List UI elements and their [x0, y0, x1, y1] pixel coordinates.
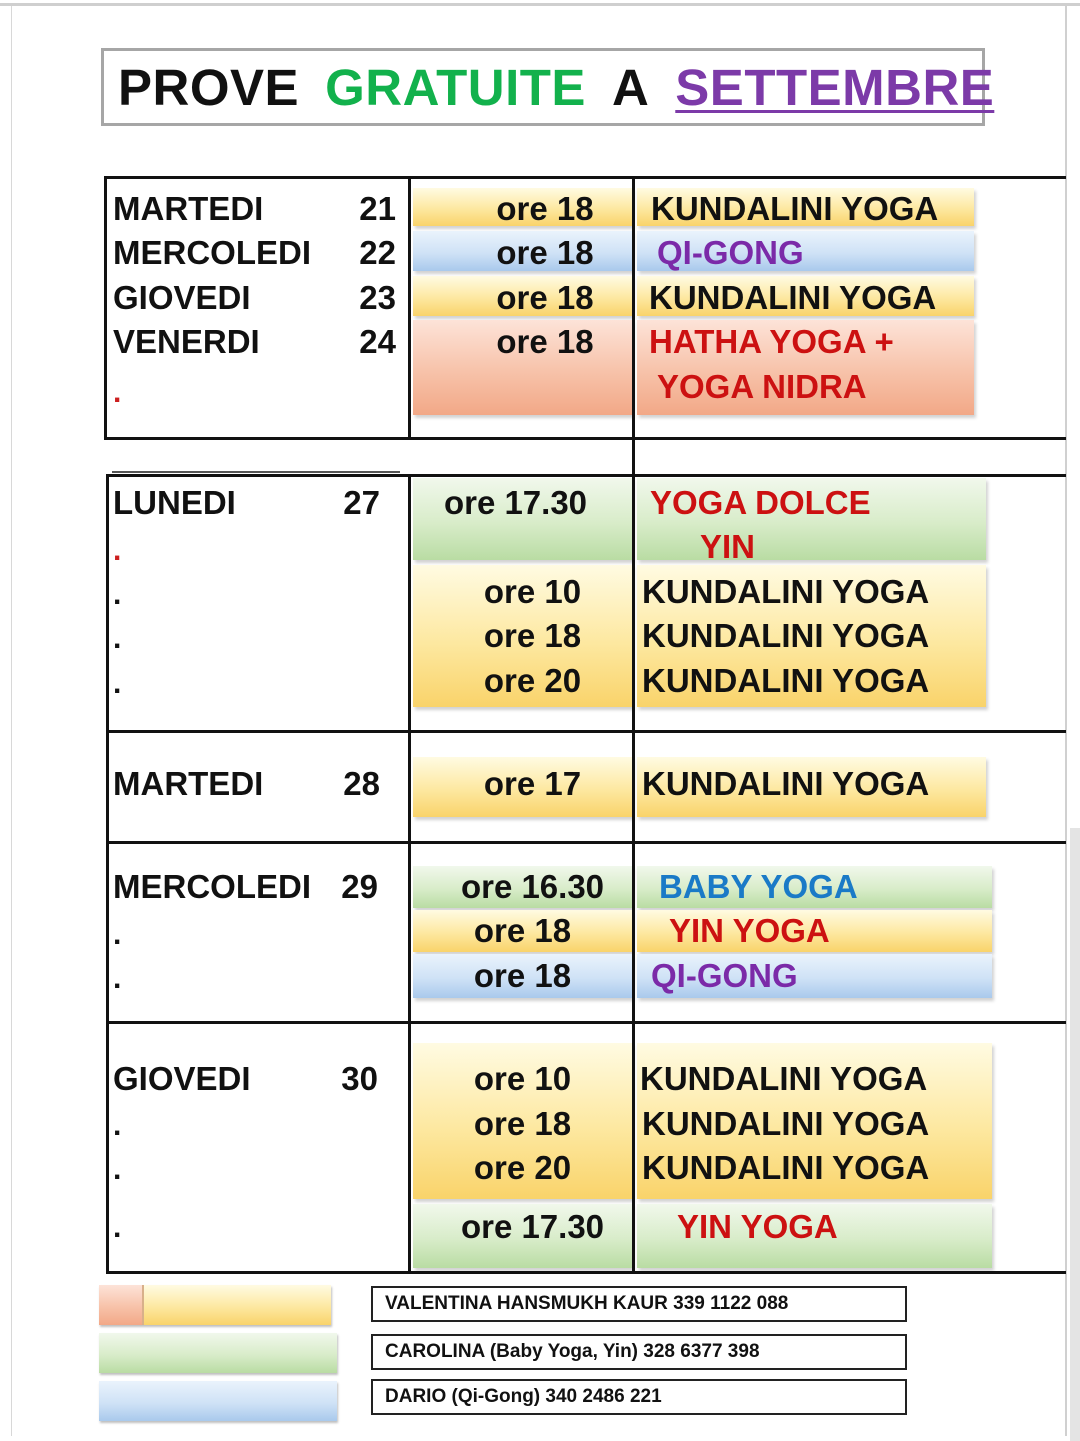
- page-edge-left: [11, 6, 12, 1436]
- class-name: QI-GONG: [657, 234, 804, 271]
- class-name: YIN YOGA: [669, 912, 830, 949]
- time-slot: ore 18: [483, 617, 582, 654]
- day-label: MARTEDI: [113, 190, 264, 227]
- bullet-dot: .: [113, 962, 122, 995]
- day-number: 29: [341, 868, 378, 905]
- rule-week1-left: [104, 176, 107, 440]
- rule-week2-bottom: [106, 1271, 1066, 1274]
- rule-week2-col1: [408, 474, 411, 1274]
- class-name: HATHA YOGA +: [649, 323, 894, 360]
- rule-mon-bottom: [106, 730, 1066, 733]
- class-name: BABY YOGA: [659, 868, 858, 905]
- class-name: KUNDALINI YOGA: [642, 765, 930, 802]
- contact-carolina: CAROLINA (Baby Yoga, Yin) 328 6377 398: [371, 1334, 907, 1370]
- day-number: 21: [359, 190, 396, 227]
- top-rule: [0, 3, 1080, 6]
- class-name: YOGA NIDRA: [657, 368, 867, 405]
- time-slot: ore 16.30: [460, 868, 605, 905]
- class-name: KUNDALINI YOGA: [642, 662, 930, 699]
- legend-swatch-green: [99, 1333, 337, 1373]
- bullet-dot: .: [113, 622, 122, 655]
- class-name: KUNDALINI YOGA: [642, 573, 930, 610]
- time-slot: ore 18: [473, 912, 572, 949]
- rule-week2-double: [112, 471, 400, 473]
- legend-swatch-blue: [99, 1381, 337, 1421]
- rule-week2-left: [106, 474, 109, 1274]
- class-name: KUNDALINI YOGA: [642, 1149, 930, 1186]
- class-name: QI-GONG: [651, 957, 798, 994]
- class-name: KUNDALINI YOGA: [651, 190, 939, 227]
- time-slot: ore 10: [473, 1060, 572, 1097]
- class-name: KUNDALINI YOGA: [649, 279, 937, 316]
- time-slot: ore 20: [483, 662, 582, 699]
- bullet-dot: .: [113, 1211, 122, 1244]
- day-number: 22: [359, 234, 396, 271]
- day-label: GIOVEDI: [113, 279, 251, 316]
- bullet-dot: .: [113, 578, 122, 611]
- time-slot: ore 10: [483, 573, 582, 610]
- day-label: MERCOLEDI: [113, 234, 311, 271]
- time-slot: ore 18: [496, 279, 594, 316]
- day-label: MERCOLEDI: [113, 868, 311, 905]
- title-word-settembre: SETTEMBRE: [675, 58, 995, 116]
- time-slot: ore 17: [483, 765, 582, 802]
- page-title: [101, 48, 995, 126]
- time-slot: ore 18: [496, 190, 594, 227]
- class-name: KUNDALINI YOGA: [642, 617, 930, 654]
- time-slot: ore 18: [496, 234, 594, 271]
- contact-valentina: VALENTINA HANSMUKH KAUR 339 1122 088: [371, 1286, 907, 1322]
- day-number: 30: [341, 1060, 378, 1097]
- time-slot: ore 17.30: [460, 1208, 605, 1245]
- bullet-dot: .: [113, 1153, 122, 1186]
- class-name: KUNDALINI YOGA: [640, 1060, 928, 1097]
- time-slot: ore 20: [473, 1149, 572, 1186]
- day-label: GIOVEDI: [113, 1060, 251, 1097]
- rule-wed-bottom: [106, 1021, 1066, 1024]
- rule-week2-top: [106, 474, 1066, 477]
- class-name: KUNDALINI YOGA: [642, 1105, 930, 1142]
- legend-swatch-salmon: [99, 1285, 144, 1325]
- class-name: YOGA DOLCE: [650, 484, 871, 521]
- bullet-dot: .: [113, 918, 122, 951]
- page-edge-right: [1065, 6, 1067, 1436]
- bullet-dot: .: [113, 376, 122, 409]
- time-slot: ore 18: [496, 323, 594, 360]
- day-number: 23: [359, 279, 396, 316]
- scrollbar[interactable]: [1070, 828, 1080, 1441]
- title-word-prove: PROVE: [118, 58, 300, 116]
- time-slot: ore 18: [473, 1105, 572, 1142]
- bullet-dot: .: [113, 667, 122, 700]
- rule-tue-bottom: [106, 841, 1066, 844]
- day-label: LUNEDI: [113, 484, 236, 521]
- contact-dario: DARIO (Qi-Gong) 340 2486 221: [371, 1379, 907, 1415]
- bullet-dot: .: [113, 534, 122, 567]
- bullet-dot: .: [113, 1109, 122, 1142]
- day-number: 28: [343, 765, 380, 802]
- class-name: YIN YOGA: [677, 1208, 838, 1245]
- time-slot: ore 17.30: [443, 484, 588, 521]
- day-label: VENERDI: [113, 323, 260, 360]
- rule-week1-col1: [408, 176, 411, 440]
- rule-week1-bottom: [104, 437, 1066, 440]
- time-slot: ore 18: [473, 957, 572, 994]
- rule-week1-top: [104, 176, 1066, 179]
- title-word-gratuite: GRATUITE: [325, 58, 586, 116]
- day-number: 24: [359, 323, 396, 360]
- day-number: 27: [343, 484, 380, 521]
- title-word-a: A: [611, 58, 650, 116]
- class-name: YIN: [700, 528, 756, 565]
- day-label: MARTEDI: [113, 765, 264, 802]
